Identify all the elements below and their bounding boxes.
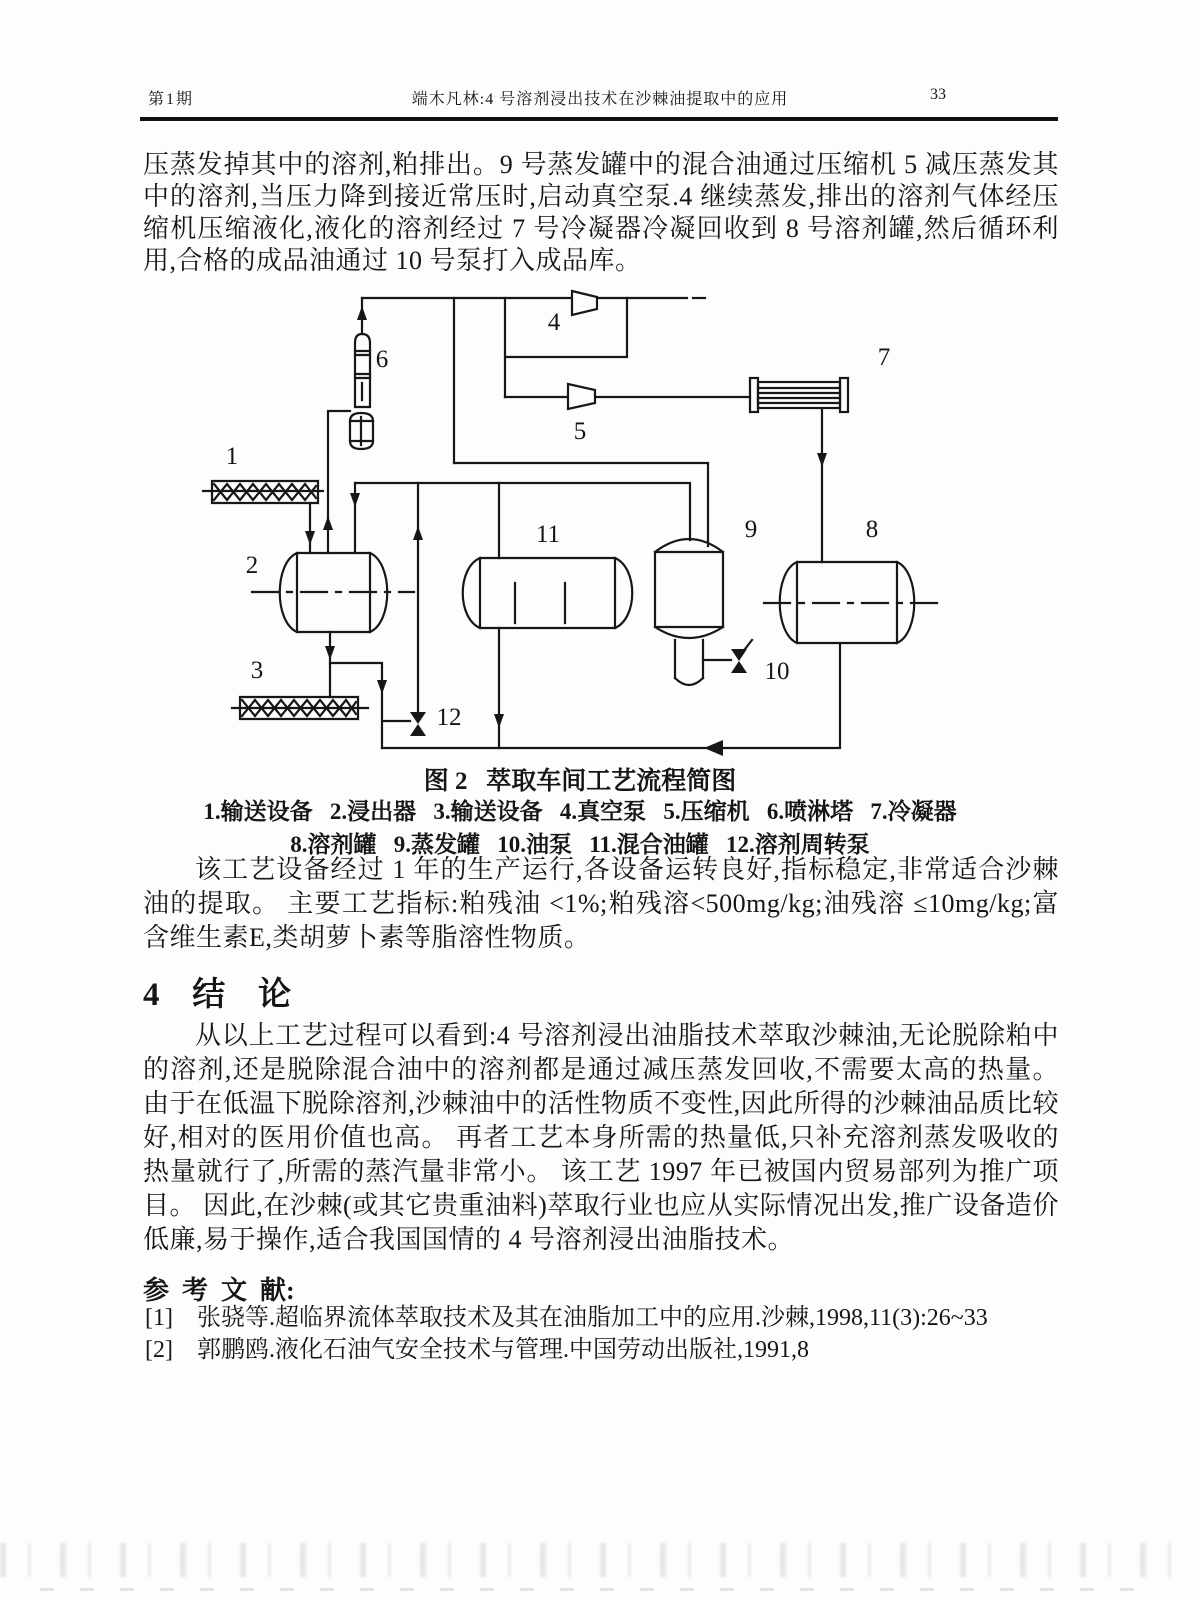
extractor-2 — [252, 553, 414, 632]
condenser-7 — [750, 378, 848, 412]
label-10: 10 — [764, 658, 790, 685]
figure-caption: 图 2 萃取车间工艺流程简图 — [423, 768, 737, 795]
running-title: 端木凡林:4 号溶剂浸出技术在沙棘油提取中的应用 — [411, 91, 789, 108]
figure-legend-line2: 8.溶剂罐 9.蒸发罐 10.油泵 11.混合油罐 12.溶剂周转泵 — [290, 832, 870, 857]
label-11: 11 — [535, 521, 561, 548]
label-8: 8 — [865, 516, 879, 543]
conveyor-3 — [232, 697, 368, 719]
mixed-oil-tank-11 — [463, 558, 633, 628]
header-rule — [140, 117, 1058, 121]
label-3: 3 — [250, 657, 264, 684]
section-heading-conclusion: 4 结 论 — [143, 977, 293, 1013]
scan-noise-band — [0, 1543, 1200, 1577]
label-12: 12 — [436, 704, 462, 731]
paragraph-continuation: 压蒸发掉其中的溶剂,粕排出。9 号蒸发罐中的混合油通过压缩机 5 减压蒸发其中的溶剂,当压力降到接近常压时,启动真空泵.4 继续蒸发,排出的溶剂气体经压缩机压缩液化,液化的溶剂经过 7 号冷凝器冷凝回收到 8 号溶剂罐,然后循环利用,合格的成品油通过 10 号泵打入成品库。 — [143, 150, 1059, 275]
evaporator-9 — [655, 539, 723, 685]
oil-pump-10 — [731, 640, 752, 673]
compressor-5 — [568, 384, 595, 409]
label-7: 7 — [877, 344, 891, 371]
page-number: 33 — [930, 86, 946, 103]
label-5: 5 — [573, 418, 587, 445]
reference-number: [2] — [145, 1337, 173, 1363]
reference-item — [145, 1334, 1057, 1366]
paragraph-conclusion: 从以上工艺过程可以看到:4 号溶剂浸出油脂技术萃取沙棘油,无论脱除粕中的溶剂,还是脱除混合油中的溶剂都是通过减压蒸发回收,不需要太高的热量。 由于在低温下脱除溶剂,沙棘油中的活性物质不变性,因此所得的沙棘油品质比较好,相对的医用价值也高。 再者工艺本身所需的热量低,只补充溶剂蒸发吸收的热量就行了,所需的蒸汽量非常小。 该工艺 1997 年已被国内贸易部列为推广项目。 因此,在沙棘(或其它贵重油料)萃取行业也应从实际情况出发,推广设备造价低廉,易于操作,适合我国国情的 4 号溶剂浸出油脂技术。 — [143, 1021, 1059, 1254]
reference-text: 张骁等.超临界流体萃取技术及其在油脂加工中的应用.沙棘,1998,11(3):26~33 — [197, 1305, 988, 1331]
references-heading: 参 考 文 献: — [143, 1276, 295, 1305]
equipment-labels — [226, 309, 891, 731]
conveyor-1 — [203, 481, 323, 503]
spray-tower-6 — [350, 334, 373, 449]
reference-number: [1] — [145, 1305, 173, 1331]
scan-noise-line — [40, 1588, 1160, 1591]
reference-text: 郭鹏鸥.液化石油气安全技术与管理.中国劳动出版社,1991,8 — [197, 1337, 809, 1363]
label-4: 4 — [547, 309, 561, 336]
solvent-tank-8 — [764, 562, 944, 643]
reference-item — [145, 1302, 1057, 1334]
figure-legend-line1: 1.输送设备 2.浸出器 3.输送设备 4.真空泵 5.压缩机 6.喷淋塔 7.冷凝器 — [203, 799, 957, 824]
process-flow-diagram — [140, 280, 1160, 772]
label-6: 6 — [375, 346, 389, 373]
label-1: 1 — [225, 443, 239, 470]
journal-issue: 第1期 — [148, 91, 195, 108]
vacuum-pump-4 — [572, 291, 597, 315]
solvent-pump-12 — [410, 712, 426, 736]
pipe-lines — [310, 298, 840, 748]
paragraph-results: 该工艺设备经过 1 年的生产运行,各设备运转良好,指标稳定,非常适合沙棘油的提取。 主要工艺指标:粕残油 <1%;粕残溶<500mg/kg;油残溶 ≤10mg/kg;富含维生素E,类胡萝卜素等脂溶性物质。 — [143, 855, 1059, 952]
label-9: 9 — [744, 516, 758, 543]
label-2: 2 — [245, 552, 259, 579]
